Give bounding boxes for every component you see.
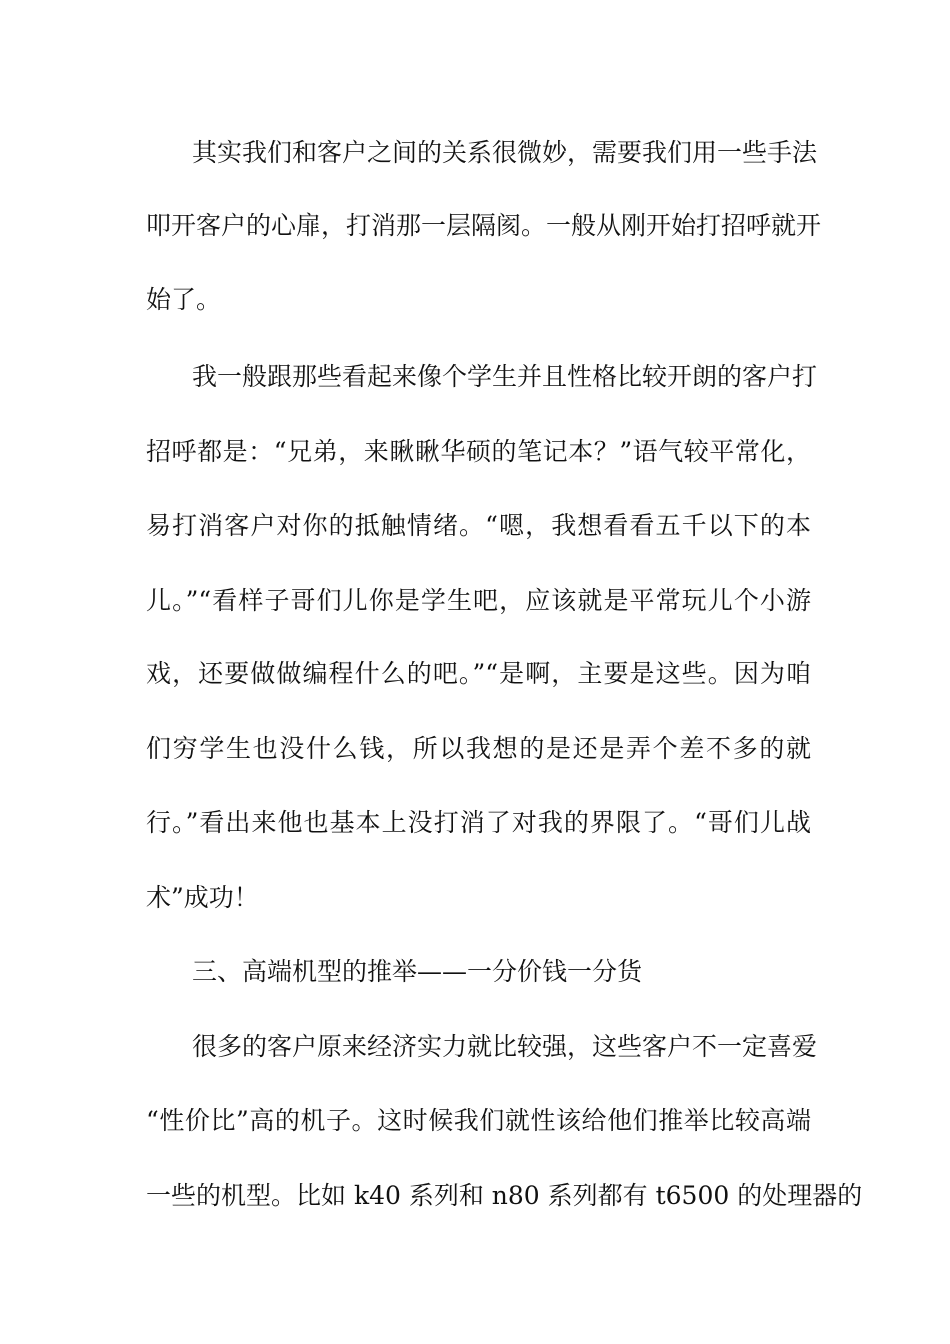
- paragraph-3-line-1: 很多的客户原来经济实力就比较强，这些客户不一定喜爱: [192, 1032, 818, 1061]
- paragraph-1-line-2: 叩开客户的心扉，打消那一层隔阂。一般从刚开始打招呼就开: [146, 211, 822, 240]
- paragraph-3-line-2: “性价比”高的机子。这时候我们就性该给他们推举比较高端: [146, 1106, 811, 1135]
- paragraph-2-line-8: 术”成功！: [146, 883, 259, 912]
- paragraph-2-line-7: 行。”看出来他也基本上没打消了对我的界限了。“哥们儿战: [146, 808, 811, 837]
- paragraph-1-line-1: 其实我们和客户之间的关系很微妙，需要我们用一些手法: [192, 138, 818, 167]
- paragraph-2-line-3: 易打消客户对你的抵触情绪。“嗯，我想看看五千以下的本: [146, 511, 811, 540]
- paragraph-2-line-2: 招呼都是：“兄弟，来瞅瞅华硕的笔记本？”语气较平常化，: [146, 437, 811, 466]
- paragraph-1-line-3: 始了。: [146, 285, 222, 314]
- paragraph-2-line-5: 戏，还要做做编程什么的吧。”“是啊，主要是这些。因为咱: [146, 659, 811, 688]
- paragraph-2-line-1: 我一般跟那些看起来像个学生并且性格比较开朗的客户打: [192, 362, 818, 391]
- paragraph-3-line-3: 一些的机型。比如 k40 系列和 n80 系列都有 t6500 的处理器的: [146, 1181, 863, 1210]
- section-heading: 三、高端机型的推举——一分价钱一分货: [192, 957, 643, 986]
- paragraph-2-line-6: 们穷学生也没什么钱，所以我想的是还是弄个差不多的就: [146, 734, 811, 763]
- paragraph-2-line-4: 儿。”“看样子哥们儿你是学生吧，应该就是平常玩儿个小游: [146, 586, 811, 615]
